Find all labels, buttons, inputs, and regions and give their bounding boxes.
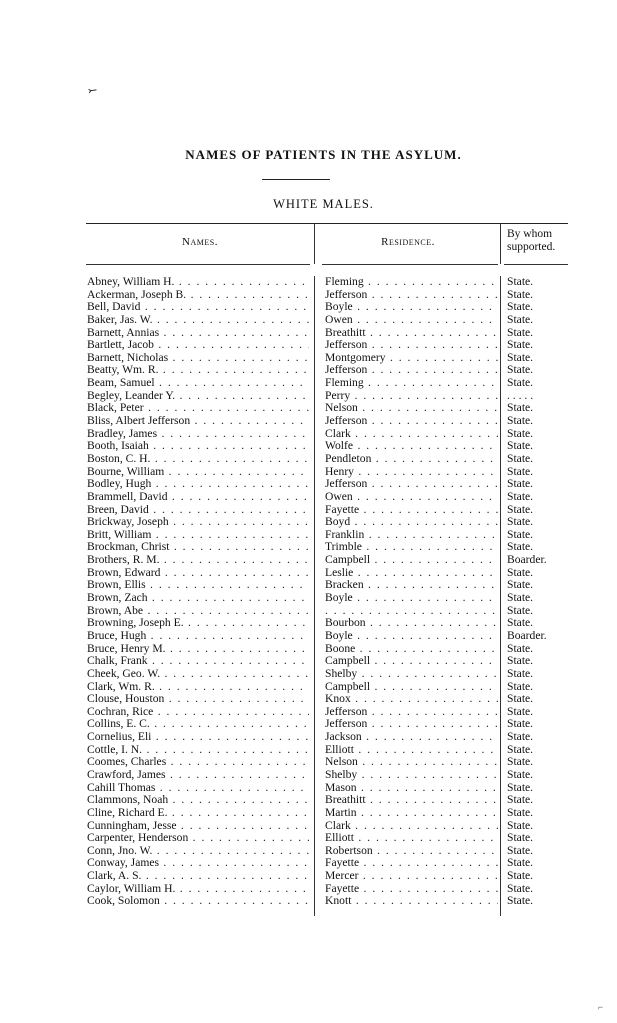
patient-residence: Elliott . . . <box>325 832 498 845</box>
patient-name: Beam, Samuel . . . <box>87 377 309 390</box>
patient-name: Barnett, Annias . . . <box>87 327 309 340</box>
patient-supported-by: State. <box>507 667 534 680</box>
patient-supported-by: State. <box>507 655 534 668</box>
patient-name: Brown, Zach . . . <box>87 592 309 605</box>
table-row <box>0 820 617 833</box>
patient-name: Begley, Leander Y. . . . <box>87 390 309 403</box>
table-row <box>0 870 617 883</box>
patient-supported-by: State. <box>507 756 534 769</box>
patient-name: Britt, William . . . <box>87 529 309 542</box>
patient-residence: Breathitt . . . <box>325 794 498 807</box>
table-row <box>0 440 617 453</box>
patient-supported-by: State. <box>507 566 534 579</box>
patient-residence: Fayette . . . <box>325 857 498 870</box>
table-row <box>0 668 617 681</box>
patient-name: Barnett, Nicholas . . . <box>87 352 309 365</box>
patient-name: Conway, James . . . <box>87 857 309 870</box>
patient-name: Clark, Wm. R. . . . <box>87 681 309 694</box>
table-row <box>0 428 617 441</box>
patient-name: Chalk, Frank . . . <box>87 655 309 668</box>
patient-supported-by: State. <box>507 490 534 503</box>
table-row <box>0 491 617 504</box>
table-row <box>0 276 617 289</box>
corner-mark: ⌐ <box>598 1002 604 1012</box>
patient-name: Bruce, Hugh . . . <box>87 630 309 643</box>
patient-supported-by: State. <box>507 642 534 655</box>
patient-supported-by: State. <box>507 781 534 794</box>
table-row <box>0 554 617 567</box>
patient-supported-by: State. <box>507 870 534 883</box>
table-row <box>0 289 617 302</box>
patient-residence: Shelby . . . <box>325 769 498 782</box>
table-row <box>0 478 617 491</box>
patient-residence: Campbell . . . <box>325 681 498 694</box>
patient-name: Brockman, Christ . . . <box>87 541 309 554</box>
patient-name: Booth, Isaiah . . . <box>87 440 309 453</box>
table-row <box>0 567 617 580</box>
patient-name: Brown, Edward . . . <box>87 567 309 580</box>
patient-name: Boston, C. H. . . . <box>87 453 309 466</box>
table-row <box>0 364 617 377</box>
patient-name: Black, Peter . . . <box>87 402 309 415</box>
table-row <box>0 377 617 390</box>
column-header-residence: Residence. <box>381 236 435 248</box>
patient-residence: Trimble . . . <box>325 541 498 554</box>
names-column-rule <box>86 264 310 265</box>
table-row <box>0 327 617 340</box>
table-row <box>0 643 617 656</box>
patient-supported-by: State. <box>507 478 534 491</box>
patient-supported-by: State. <box>507 301 534 314</box>
patient-name: Caylor, William H. . . . <box>87 883 309 896</box>
patient-supported-by: State. <box>507 427 534 440</box>
table-row <box>0 845 617 858</box>
patient-name: Bodley, Hugh . . . <box>87 478 309 491</box>
table-row <box>0 592 617 605</box>
patient-residence: Jefferson . . . <box>325 289 498 302</box>
patient-list <box>0 276 617 908</box>
patient-supported-by: State. <box>507 832 534 845</box>
patient-supported-by: State. <box>507 857 534 870</box>
table-row <box>0 466 617 479</box>
table-row <box>0 541 617 554</box>
patient-residence: Jefferson . . . <box>325 339 498 352</box>
patient-residence: Robertson . . . <box>325 845 498 858</box>
patient-residence: Knox . . . <box>325 693 498 706</box>
patient-supported-by: State. <box>507 718 534 731</box>
title-divider <box>262 179 330 180</box>
supported-column-rule <box>504 264 568 265</box>
patient-supported-by: State. <box>507 351 534 364</box>
patient-supported-by: State. <box>507 516 534 529</box>
patient-residence: Bracken . . . <box>325 579 498 592</box>
patient-residence: Jefferson . . . <box>325 706 498 719</box>
patient-residence: Martin . . . <box>325 807 498 820</box>
table-row <box>0 504 617 517</box>
patient-residence: Henry . . . <box>325 466 498 479</box>
patient-residence: Wolfe . . . <box>325 440 498 453</box>
patient-supported-by: State. <box>507 503 534 516</box>
patient-name: Cook, Solomon . . . <box>87 895 309 908</box>
patient-residence <box>325 605 498 618</box>
patient-residence: Nelson . . . <box>325 756 498 769</box>
patient-supported-by: State. <box>507 313 534 326</box>
table-row <box>0 579 617 592</box>
header-divider-1 <box>314 224 315 264</box>
patient-name: Cornelius, Eli . . . <box>87 731 309 744</box>
patient-supported-by: State. <box>507 705 534 718</box>
patient-supported-by: State. <box>507 415 534 428</box>
patient-supported-by: State. <box>507 768 534 781</box>
patient-name: Conn, Jno. W. . . . <box>87 845 309 858</box>
patient-residence: Breathitt . . . <box>325 327 498 340</box>
patient-name: Bliss, Albert Jefferson . . . <box>87 415 309 428</box>
patient-residence: Montgomery . . . <box>325 352 498 365</box>
patient-supported-by: State. <box>507 377 534 390</box>
patient-residence: Knott . . . <box>325 895 498 908</box>
patient-residence: Jefferson . . . <box>325 364 498 377</box>
patient-name: Browning, Joseph E. . . . <box>87 617 309 630</box>
table-row <box>0 718 617 731</box>
patient-residence: Boyle . . . <box>325 301 498 314</box>
patient-residence: Jefferson . . . <box>325 718 498 731</box>
patient-residence: Fleming . . . <box>325 377 498 390</box>
table-row <box>0 352 617 365</box>
patient-residence: Perry . . . <box>325 390 498 403</box>
patient-name: Bruce, Henry M. . . . <box>87 643 309 656</box>
table-row <box>0 832 617 845</box>
patient-residence: Owen . . . <box>325 314 498 327</box>
patient-residence: Elliott . . . <box>325 744 498 757</box>
patient-supported-by: State. <box>507 680 534 693</box>
patient-residence: Mercer . . . <box>325 870 498 883</box>
patient-residence: Boyle . . . <box>325 592 498 605</box>
patient-name: Brown, Ellis . . . <box>87 579 309 592</box>
patient-supported-by: State. <box>507 693 534 706</box>
patient-supported-by: State. <box>507 895 534 908</box>
header-divider-2 <box>500 224 501 264</box>
table-row <box>0 415 617 428</box>
patient-name: Carpenter, Henderson . . . <box>87 832 309 845</box>
patient-residence: Pendleton . . . <box>325 453 498 466</box>
patient-residence: Fleming . . . <box>325 276 498 289</box>
patient-name: Crawford, James . . . <box>87 769 309 782</box>
table-row <box>0 693 617 706</box>
patient-name: Breen, David . . . <box>87 504 309 517</box>
table-row <box>0 794 617 807</box>
supported-header-line1: By whom <box>507 228 553 240</box>
table-row <box>0 402 617 415</box>
patient-supported-by: . . . . . <box>507 389 534 402</box>
patient-supported-by: State. <box>507 541 534 554</box>
patient-supported-by: State. <box>507 592 534 605</box>
patient-name: Clark, A. S. . . . <box>87 870 309 883</box>
patient-supported-by: State. <box>507 288 534 301</box>
table-row <box>0 655 617 668</box>
patient-supported-by: State. <box>507 579 534 592</box>
residence-column-rule <box>322 264 498 265</box>
patient-name: Brickway, Joseph . . . <box>87 516 309 529</box>
patient-name: Cunningham, Jesse . . . <box>87 820 309 833</box>
patient-residence: Leslie . . . <box>325 567 498 580</box>
patient-supported-by: State. <box>507 806 534 819</box>
patient-residence: Campbell . . . <box>325 554 498 567</box>
patient-residence: Campbell . . . <box>325 655 498 668</box>
patient-residence: Clark . . . <box>325 428 498 441</box>
supported-header-line2: supported. <box>507 241 556 253</box>
patient-name: Coomes, Charles . . . <box>87 756 309 769</box>
patient-supported-by: State. <box>507 617 534 630</box>
patient-name: Cottle, I. N. . . . <box>87 744 309 757</box>
table-row <box>0 314 617 327</box>
table-row <box>0 617 617 630</box>
table-row <box>0 453 617 466</box>
patient-name: Abney, William H. . . . <box>87 276 309 289</box>
patient-name: Beatty, Wm. R. . . . <box>87 364 309 377</box>
table-row <box>0 807 617 820</box>
column-header-supported <box>507 228 555 254</box>
patient-residence: Shelby . . . <box>325 668 498 681</box>
patient-supported-by: State. <box>507 452 534 465</box>
patient-residence: Boyle . . . <box>325 630 498 643</box>
patient-supported-by: State. <box>507 465 534 478</box>
patient-residence: Boyd . . . <box>325 516 498 529</box>
table-row <box>0 895 617 908</box>
patient-supported-by: State. <box>507 743 534 756</box>
patient-supported-by: State. <box>507 604 534 617</box>
table-row <box>0 883 617 896</box>
table-row <box>0 744 617 757</box>
patient-name: Cahill Thomas . . . <box>87 782 309 795</box>
patient-residence: Jackson . . . <box>325 731 498 744</box>
patient-residence: Owen . . . <box>325 491 498 504</box>
patient-name: Bell, David . . . <box>87 301 309 314</box>
patient-residence: Nelson . . . <box>325 402 498 415</box>
patient-supported-by: State. <box>507 731 534 744</box>
table-row <box>0 301 617 314</box>
patient-name: Cochran, Rice . . . <box>87 706 309 719</box>
patient-supported-by: State. <box>507 402 534 415</box>
patient-name: Bartlett, Jacob . . . <box>87 339 309 352</box>
patient-residence: Jefferson . . . <box>325 478 498 491</box>
margin-mark: ⤚ <box>87 84 99 98</box>
table-row <box>0 756 617 769</box>
patient-supported-by: Boarder. <box>507 629 547 642</box>
table-row <box>0 731 617 744</box>
patient-supported-by: Boarder. <box>507 554 547 567</box>
patient-name: Bradley, James . . . <box>87 428 309 441</box>
patient-supported-by: State. <box>507 276 534 288</box>
patient-supported-by: State. <box>507 528 534 541</box>
patient-residence: Mason . . . <box>325 782 498 795</box>
table-row <box>0 605 617 618</box>
patient-residence: Boone . . . <box>325 643 498 656</box>
patient-supported-by: State. <box>507 440 534 453</box>
patient-name: Cline, Richard E. . . . <box>87 807 309 820</box>
patient-name: Brown, Abe . . . <box>87 605 309 618</box>
patient-supported-by: State. <box>507 339 534 352</box>
table-row <box>0 339 617 352</box>
patient-supported-by: State. <box>507 844 534 857</box>
table-row <box>0 706 617 719</box>
table-row <box>0 630 617 643</box>
patient-name: Cheek, Geo. W. . . . <box>87 668 309 681</box>
patient-supported-by: State. <box>507 819 534 832</box>
table-row <box>0 681 617 694</box>
patient-residence: Fayette . . . <box>325 883 498 896</box>
patient-residence: Bourbon . . . <box>325 617 498 630</box>
patient-name: Ackerman, Joseph B. . . . <box>87 289 309 302</box>
patient-name: Clouse, Houston . . . <box>87 693 309 706</box>
patient-residence: Fayette . . . <box>325 504 498 517</box>
column-header-names: Names. <box>182 236 218 248</box>
table-row <box>0 782 617 795</box>
table-row <box>0 857 617 870</box>
table-row <box>0 390 617 403</box>
patient-supported-by: State. <box>507 326 534 339</box>
table-top-rule <box>86 223 568 224</box>
patient-residence: Franklin . . . <box>325 529 498 542</box>
patient-name: Baker, Jas. W. . . . <box>87 314 309 327</box>
patient-name: Bourne, William . . . <box>87 466 309 479</box>
patient-supported-by: State. <box>507 882 534 895</box>
section-subtitle: WHITE MALES. <box>273 197 374 211</box>
table-row <box>0 516 617 529</box>
table-row <box>0 769 617 782</box>
patient-name: Brammell, David . . . <box>87 491 309 504</box>
table-row <box>0 529 617 542</box>
page-title: NAMES OF PATIENTS IN THE ASYLUM. <box>185 147 462 162</box>
patient-name: Clammons, Noah . . . <box>87 794 309 807</box>
patient-residence: Clark . . . <box>325 820 498 833</box>
patient-name: Brothers, R. M. . . . <box>87 554 309 567</box>
patient-residence: Jefferson . . . <box>325 415 498 428</box>
patient-supported-by: State. <box>507 794 534 807</box>
patient-supported-by: State. <box>507 364 534 377</box>
patient-name: Collins, E. C. . . . <box>87 718 309 731</box>
